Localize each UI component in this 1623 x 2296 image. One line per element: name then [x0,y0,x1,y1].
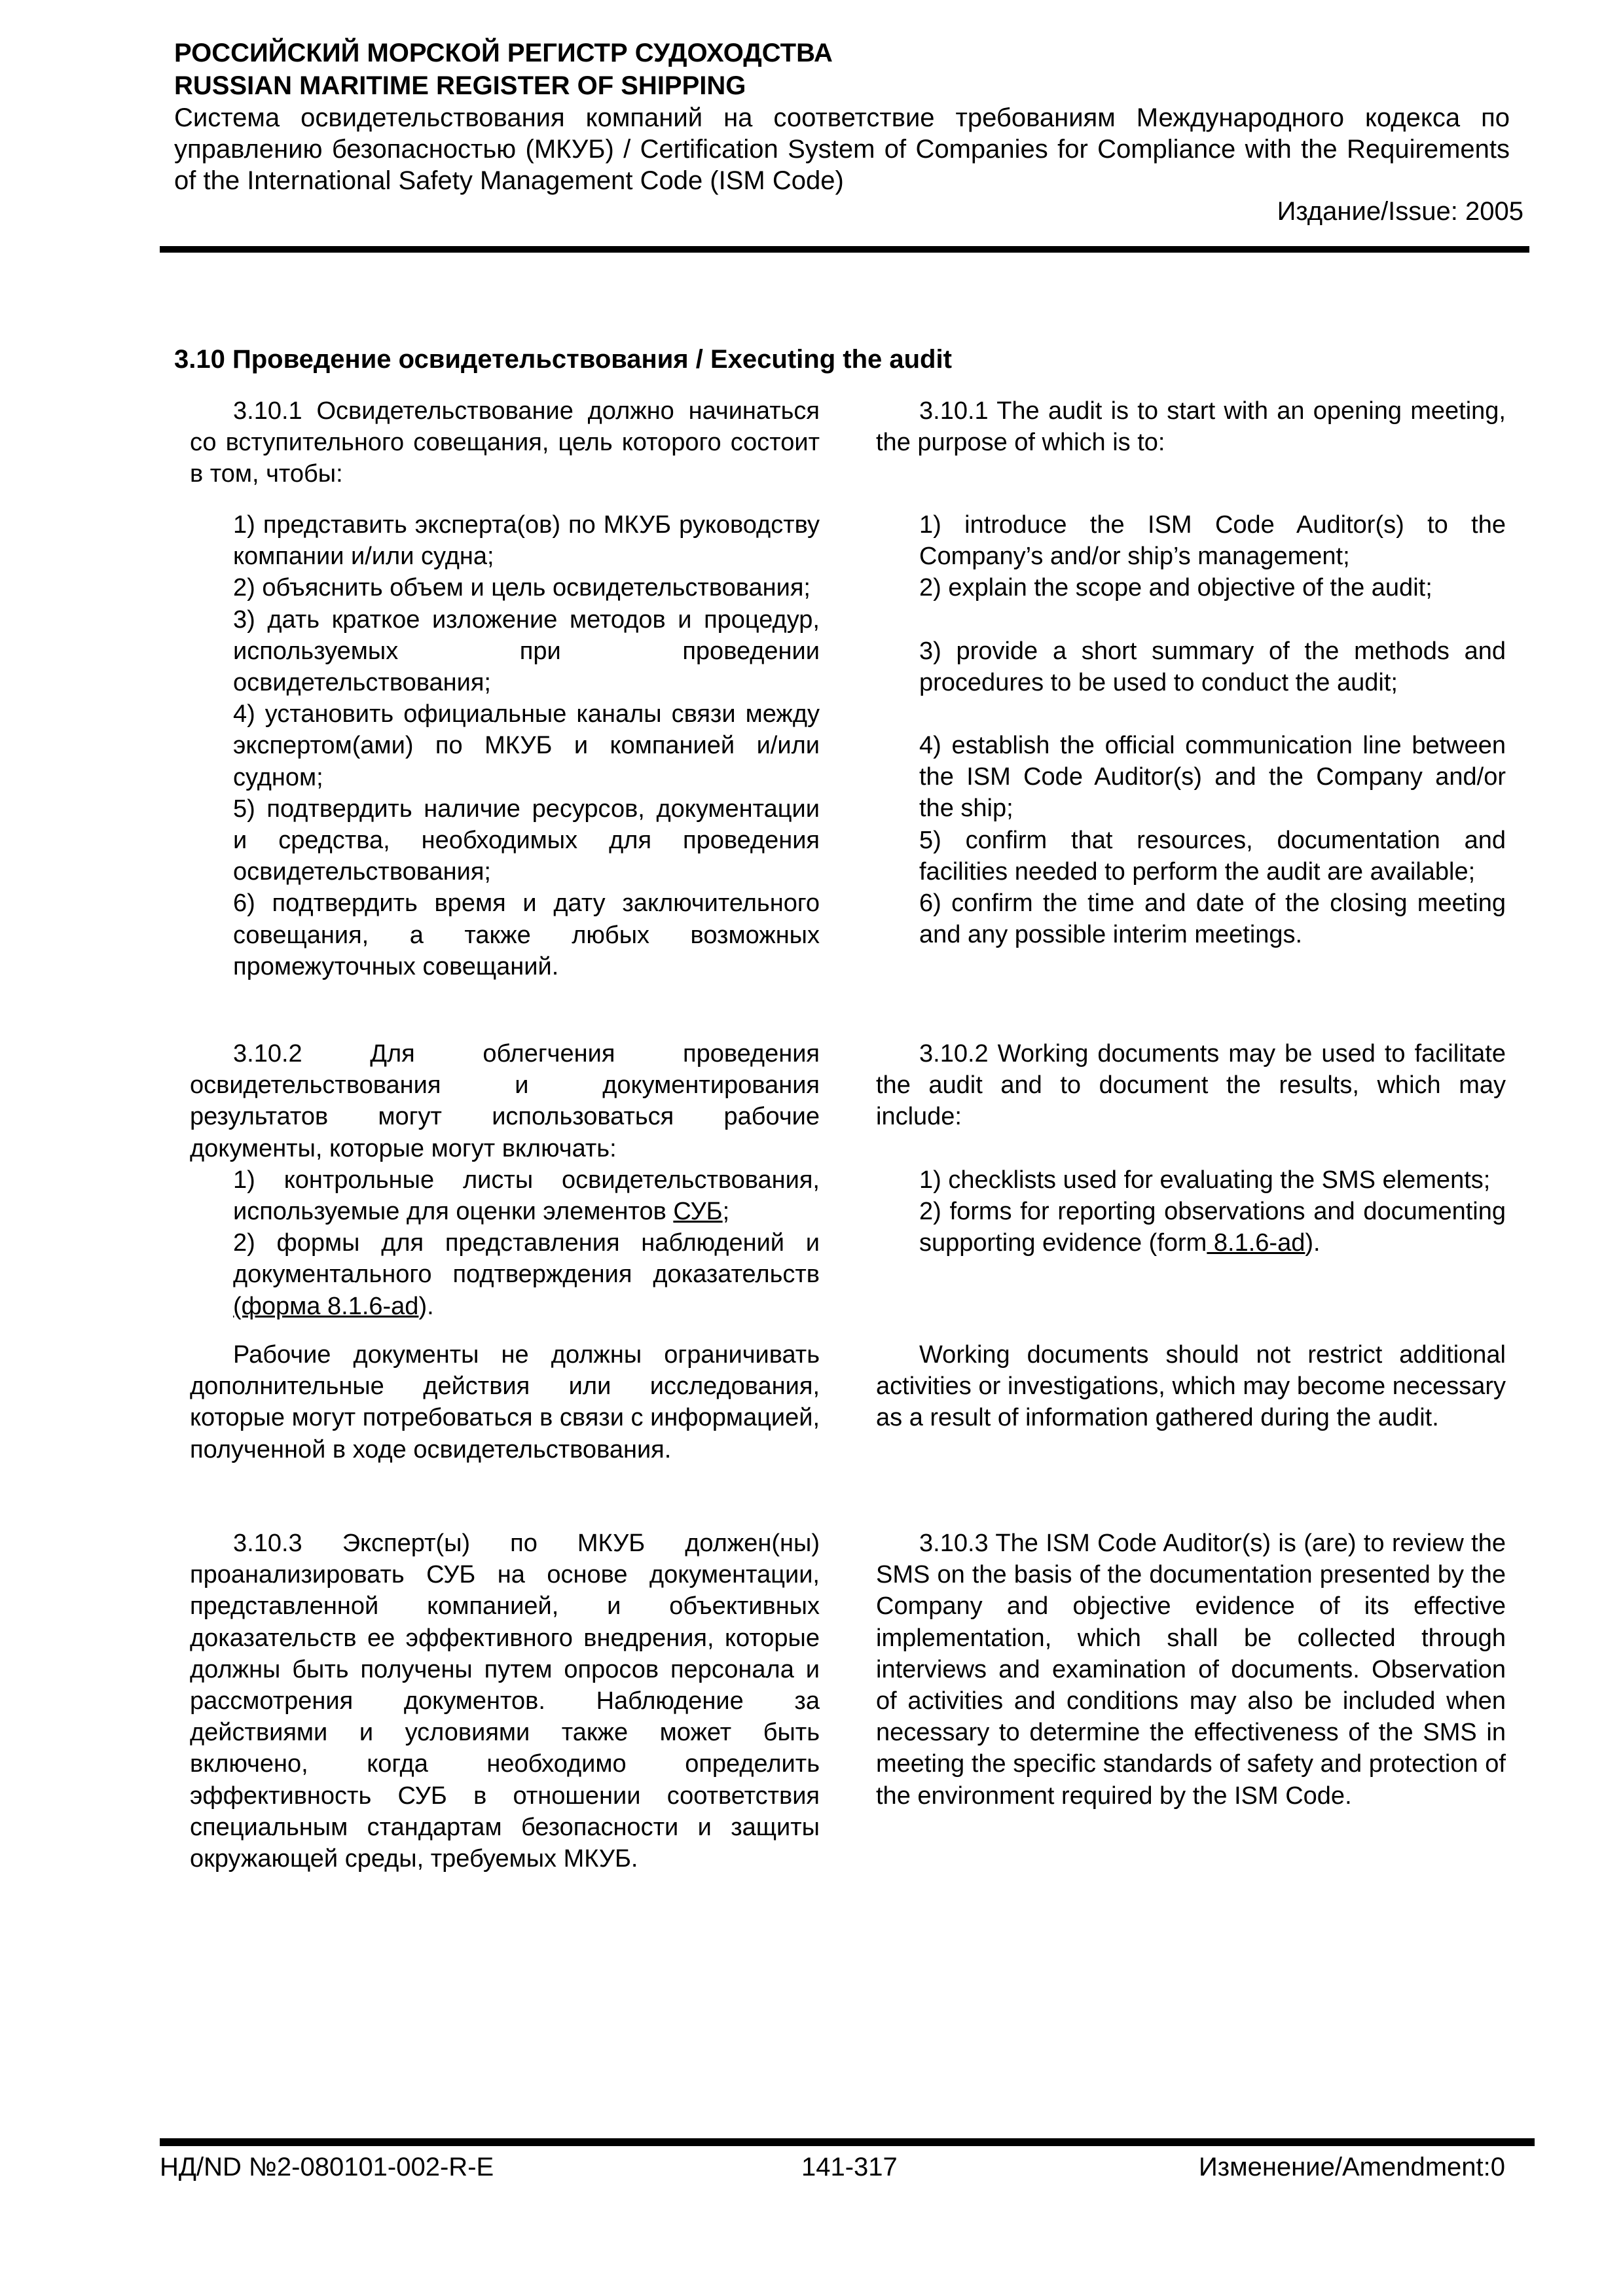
en-working-docs-para [876,1339,1506,1434]
en-list-opening [876,509,1506,950]
ru-form-link[interactable]: (форма 8.1.6-ad [233,1292,419,1320]
ru-item-3: 3) дать краткое изложение методов и процедур, используемых при проведении освидетельствования; [233,605,820,697]
en-p2: 3.10.2 Working documents may be used to facilitate the audit and to document the results, which may include: [876,1040,1506,1131]
en-item-2: 2) explain the scope and objective of the audit; [919,574,1432,602]
ru-p3: Рабочие документы не должны ограничивать дополнительные действия или исследования, которые могут потребоваться в связи с информацией, полученной в ходе освидетельствования. [190,1341,820,1463]
en-item-1: 1) introduce the ISM Code Auditor(s) to the Company’s and/or ship’s management; [919,511,1506,571]
ru-item-5: 5) подтвердить наличие ресурсов, документации и средства, необходимых для проведения освидетельствования; [233,795,820,886]
header-rule [160,246,1529,253]
ru-doc-item-1: 1) контрольные листы освидетельствования, используемые для оценки элементов СУБ; [233,1166,820,1226]
ru-p2: 3.10.2 Для облегчения проведения освидетельствования и документирования результатов могут использоваться рабочие документы, которые могут включать: [190,1040,820,1162]
ru-list-opening [190,509,820,982]
en-doc-item-2: 2) forms for reporting observations and documenting supporting evidence (form 8.1.6-ad). [919,1197,1506,1257]
en-item-3: 3) provide a short summary of the methods and procedures to be used to conduct the audit; [919,637,1506,696]
ru-item-1: 1) представить эксперта(ов) по МКУБ руководству компании и/или судна; [233,511,820,571]
header-title-en: RUSSIAN MARITIME REGISTER OF SHIPPING [174,71,746,100]
en-para-3-10-2 [876,1038,1506,1259]
ru-item-4: 4) установить официальные каналы связи между экспертом(ами) по МКУБ и компанией и/или судном; [233,700,820,791]
en-item-6: 6) confirm the time and date of the closing meeting and any possible interim meetings. [919,889,1506,949]
footer-page-number: 141-317 [801,2153,898,2181]
ru-doc-item-2: 2) формы для представления наблюдений и документального подтверждения доказательств (форма 8.1.6-ad). [233,1229,820,1320]
ru-para-3-10-3 [190,1528,820,1874]
footer-rule [160,2138,1535,2146]
en-para-3-10-1 [876,395,1506,458]
en-p4: 3.10.3 The ISM Code Auditor(s) is (are) to review the SMS on the basis of the documentation presented by the Company and objective evidence of its effective implementation, which shall be collected through interviews and examination of documents. Observation of activities and conditions may also be included when necessary to determine the effectiveness of the SMS in meeting the specific standards of safety and protection of the environment required by the ISM Code. [876,1530,1506,1810]
header-title-ru: РОССИЙСКИЙ МОРСКОЙ РЕГИСТР СУДОХОДСТВА [174,39,833,67]
footer-amendment: Изменение/Amendment:0 [1199,2153,1505,2181]
ru-sms-link[interactable]: СУБ [673,1198,723,1226]
en-item-4: 4) establish the official communication line between the ISM Code Auditor(s) and the Company and/or the ship; [919,732,1506,823]
ru-item-2: 2) объяснить объем и цель освидетельствования; [233,574,811,602]
en-p1: 3.10.1 The audit is to start with an opening meeting, the purpose of which is to: [876,397,1506,457]
header-subtitle: Система освидетельствования компаний на соответствие требованиям Международного кодекса по управлению безопасностью (МКУБ) / Certification System of Companies for Compliance with the Requirements of the International Safety Management Code (ISM Code) [174,103,1510,195]
en-item-5: 5) confirm that resources, documentation and facilities needed to perform the audit are available; [919,826,1506,886]
header-issue: Издание/Issue: 2005 [1277,197,1523,226]
ru-p4: 3.10.3 Эксперт(ы) по МКУБ должен(ны) проанализировать СУБ на основе документации, представленной компанией, и объективных доказательств ее эффективного внедрения, которые должны быть получены путем опросов персонала и рассмотрения документов. Наблюдение за действиями и условиями также может быть включено, когда необходимо определить эффективность СУБ в отношении соответствия специальным стандартам безопасности и защиты окружающей среды, требуемых МКУБ. [190,1530,820,1873]
en-para-3-10-3 [876,1528,1506,1812]
ru-working-docs-para [190,1339,820,1465]
ru-para-3-10-2 [190,1038,820,1322]
section-title: 3.10 Проведение освидетельствования / Executing the audit [174,345,952,374]
en-doc-item-1: 1) checklists used for evaluating the SMS elements; [919,1166,1491,1194]
en-p3: Working documents should not restrict additional activities or investigations, which may become necessary as a result of information gathered during the audit. [876,1341,1506,1432]
ru-item-6: 6) подтвердить время и дату заключительного совещания, а также любых возможных промежуточных совещаний. [233,889,820,980]
ru-p1: 3.10.1 Освидетельствование должно начинаться со вступительного совещания, цель которого состоит в том, чтобы: [190,397,820,488]
en-form-link[interactable]: 8.1.6-ad [1207,1229,1305,1257]
footer-doc-number: НД/ND №2-080101-002-R-E [160,2153,494,2181]
ru-para-3-10-1 [190,395,820,490]
